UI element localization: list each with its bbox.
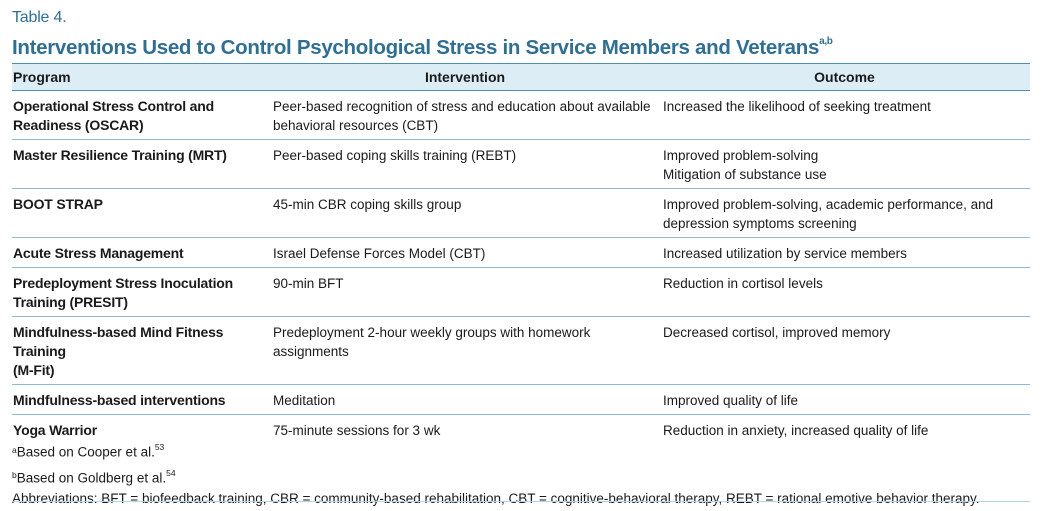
footnote-b-text: Based on Goldberg et al.: [16, 470, 167, 485]
cell-intervention: [271, 268, 659, 317]
footnote-a: [12, 438, 980, 464]
intervention-text-line: Israel Defense Forces Model (CBT): [273, 246, 486, 261]
table-row: [12, 268, 1030, 317]
program-text-line: Master Resilience Training (MRT): [13, 147, 227, 163]
cell-outcome: [659, 91, 1030, 140]
cell-outcome: [659, 317, 1030, 385]
program-text-line: Mindfulness-based Mind Fitness Training: [13, 324, 224, 359]
intervention-text-line: Meditation: [273, 393, 336, 408]
program-text-line: Operational Stress Control and: [13, 98, 214, 114]
cell-program: [12, 317, 271, 385]
program-text-line: BOOT STRAP: [13, 196, 103, 212]
footnote-a-letter: a: [12, 444, 17, 455]
outcome-text-line: Improved quality of life: [663, 393, 799, 408]
cell-intervention: [271, 189, 659, 238]
program-text-line: Readiness (OSCAR): [13, 117, 144, 133]
intervention-text-line: 45-min CBR coping skills group: [273, 197, 462, 212]
intervention-text-line: behavioral resources (CBT): [273, 118, 439, 133]
abbreviations-note: Abbreviations: BFT = biofeedback training, CBR = community-based rehabilitation, CBT = cognitive-behavioral therapy, REBT = rational emotive behavior therapy.: [12, 491, 980, 506]
cell-intervention: [271, 91, 659, 140]
interventions-table: [12, 63, 1030, 444]
outcome-text-line: Mitigation of substance use: [663, 167, 827, 182]
cell-outcome: [659, 140, 1030, 189]
table-row: [12, 140, 1030, 189]
cell-program: [12, 140, 271, 189]
cell-outcome: [659, 385, 1030, 415]
footnotes: [12, 438, 980, 509]
outcome-text-line: Improved problem-solving: [663, 148, 819, 163]
outcome-text-line: Improved problem-solving, academic performance, and: [663, 197, 994, 212]
intervention-text-line: 75-minute sessions for 3 wk: [273, 423, 441, 438]
intervention-text-line: Peer-based recognition of stress and education about available: [273, 99, 651, 114]
table-label: Table 4.: [12, 9, 67, 26]
bottom-divider: [12, 501, 1030, 502]
program-text-line: Training (PRESIT): [13, 294, 128, 310]
program-text-line: Yoga Warrior: [13, 422, 97, 438]
cell-program: [12, 91, 271, 140]
cell-intervention: [271, 140, 659, 189]
outcome-text-line: Increased utilization by service members: [663, 246, 907, 261]
intervention-text-line: assignments: [273, 344, 349, 359]
intervention-text-line: 90-min BFT: [273, 276, 344, 291]
cell-intervention: [271, 385, 659, 415]
column-header-outcome: Outcome: [659, 64, 1030, 91]
footnote-b-letter: b: [12, 470, 17, 480]
table-body: [12, 91, 1030, 445]
cell-program: [12, 385, 271, 415]
outcome-text-line: Increased the likelihood of seeking treatment: [663, 99, 931, 114]
table-title: [12, 36, 833, 60]
cell-program: [12, 268, 271, 317]
table-row: [12, 317, 1030, 385]
table-row: [12, 91, 1030, 140]
outcome-text-line: Decreased cortisol, improved memory: [663, 325, 891, 340]
table-title-text: Interventions Used to Control Psychological Stress in Service Members and Veterans: [12, 36, 820, 59]
outcome-text-line: depression symptoms screening: [663, 216, 857, 231]
outcome-text-line: Reduction in cortisol levels: [663, 276, 823, 291]
cell-outcome: [659, 238, 1030, 268]
intervention-text-line: Peer-based coping skills training (REBT): [273, 148, 517, 163]
table-row: [12, 238, 1030, 268]
column-header-intervention: Intervention: [271, 64, 659, 91]
cell-program: [12, 238, 271, 268]
footnote-b-ref: 54: [166, 467, 176, 478]
intervention-text-line: Predeployment 2-hour weekly groups with homework: [273, 325, 591, 340]
footnote-a-text: Based on Cooper et al.: [16, 444, 155, 460]
cell-outcome: [659, 189, 1030, 238]
cell-program: [12, 189, 271, 238]
cell-outcome: [659, 268, 1030, 317]
header-row: [12, 64, 1030, 91]
program-text-line: Mindfulness-based interventions: [13, 392, 226, 408]
table-row: [12, 385, 1030, 415]
table-row: [12, 189, 1030, 238]
column-header-program: Program: [12, 64, 271, 91]
program-text-line: Acute Stress Management: [13, 245, 184, 261]
footnote-a-ref: 53: [154, 442, 165, 452]
program-text-line: Predeployment Stress Inoculation: [13, 275, 233, 291]
cell-intervention: [271, 317, 659, 385]
title-superscript: a,b: [819, 36, 833, 48]
outcome-text-line: Reduction in anxiety, increased quality of life: [663, 423, 929, 438]
cell-intervention: [271, 238, 659, 268]
footnote-b: [12, 464, 980, 490]
program-text-line: (M-Fit): [13, 362, 55, 378]
